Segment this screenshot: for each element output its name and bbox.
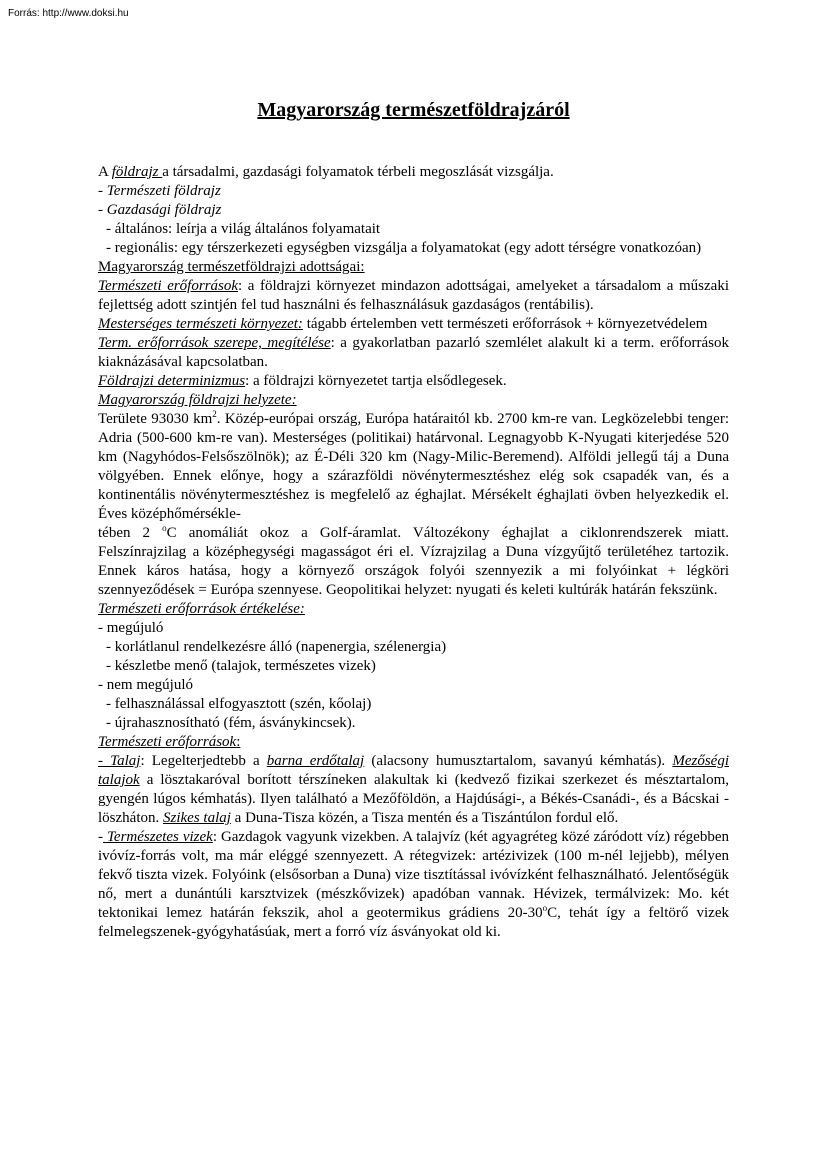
talaj-paragraph — [98, 752, 729, 828]
general-line: - általános: leírja a világ általános folyamatait — [106, 221, 381, 237]
helyzete-paragraph-1 — [98, 410, 729, 524]
helyzete-text-4: C anomáliát okoz a Golf-áramlat. Változékony éghajlat a ciklonrendszerek miatt. Felszínrajzilag a középhegységi magasságot éri el. Vízrajzilag a Duna vízgyűjtő területéhez tartozik. Ennek káros hatása, hogy a környező országok folyói szennyezik a mi folyóinkat + légköri szennyeződések = Európa szennyese. Geopolitikai helyzet: nyugati és keleti kultúrák határán fekszünk. — [98, 525, 729, 598]
def-mesterseges-term: Mesterséges természeti környezet: — [98, 316, 303, 332]
list-item: - készletbe menő (talajok, természetes vizek) — [106, 658, 376, 674]
vizek-paragraph — [98, 828, 729, 942]
branch-natural: - Természeti földrajz — [98, 183, 221, 199]
eroforrasok2-heading — [98, 733, 729, 752]
def-determinizmus — [98, 372, 729, 391]
list-item: - felhasználással elfogyasztott (szén, kőolaj) — [106, 696, 372, 712]
vizek-text-1: : Gazdagok vagyunk vizekben. A talajvíz (két agyagréteg közé záródott víz) régebben ivóvíz-forrás volt, ma már eléggé szennyezett. A rétegvizek: artézivizek (100 m-nél lejjebb), mélyen fekvő tiszta vizek. Folyóink (elsősorban a Duna) vize tisztítással ivóvízként felhasználható. Jelentőségük nő, mert a dunántúli karsztvizek (mészkővizek) apadóban vannak. Hévizek, termálvizek: Mo. két tektonikai lemez határán fekszik, ahol a geotermikus grádiens 20-30 — [98, 829, 729, 921]
def-mesterseges-text: tágabb értelemben vett természeti erőforrások + környezetvédelem — [302, 316, 708, 332]
page-title: Magyarország természetföldrajzáról — [257, 99, 570, 121]
superscript-2: 2 — [212, 409, 217, 419]
talaj-text-3: a lösztakaróval borított térszíneken alakultak ki (kedvező fizikai szerkezet és mésztartalom, gyengén lúgos kémhatás). Ilyen található a Mezőföldön, a Hajdúsági-, a Békés-Csanádi-, és a Bácskai - löszháton. — [98, 772, 729, 826]
superscript-degree: o — [162, 523, 167, 533]
talaj-term: - Talaj — [98, 753, 141, 769]
helyzete-heading: Magyarország földrajzi helyzete: — [98, 392, 297, 408]
ertekelese-heading: Természeti erőforrások értékelése: — [98, 601, 305, 617]
def-szerepe-text: : a gyakorlatban pazarló szemlélet alakult ki a term. erőforrások kiaknázásával kapcsolatban. — [98, 335, 730, 370]
superscript-degree: o — [542, 903, 548, 913]
termeszetes-vizek-term: Természetes vizek — [103, 829, 213, 845]
def-eroforrasok-text: : a földrajzi környezet mindazon adottságai, amelyeket a társadalom a műszaki fejlettség adott szintjén fel tud használni és felhasználásuk gazdaságos (rentábilis). — [98, 278, 729, 313]
mezosegi-talajok-term: Mezőségi talajok — [98, 753, 729, 788]
branch-economic: - Gazdasági földrajz — [98, 202, 222, 218]
regional-line: - regionális: egy térszerkezeti egységben vizsgálja a folyamatokat (egy adott térségre vonatkozóan) — [106, 240, 702, 256]
eroforrasok2-heading-colon: : — [236, 734, 241, 750]
eroforrasok2-heading-text: Természeti erőforrások — [98, 734, 237, 750]
def-determinizmus-term: Földrajzi determinizmus — [98, 373, 246, 389]
def-mesterseges — [98, 315, 729, 334]
barna-erdotalaj-term: barna erdőtalaj — [266, 753, 365, 769]
helyzete-text-2: . Közép-európai ország, Európa határaitól kb. 2700 km-re van. Legközelebbi tenger: Adria (500-600 km-re van). Mesterséges (politikai) határvonal. Legnagyobb K-Nyugati kiterjedése 520 km (Nagyhódos-Felsőszölnök); az É-Déli 320 km (Nagy-Milic-Beremend). Alföldi jellegű táj a Duna völgyében. Ennek előnye, hogy a szárazföldi növénytermesztéshez elég sok csapadék van, és a kontinentális növénytermesztéshez is megfelelő az éghajlat. Mérsékelt éghajlati övben helyezkedik el. Éves középhőmérsékle- — [98, 411, 729, 522]
vizek-text-2: C, tehát így a feltörő vizek felmelegszenek-gyógyhatásúak, mert a forró víz ásványokat old ki. — [98, 905, 729, 940]
term-foldrajz: földrajz — [111, 164, 163, 180]
list-item: - nem megújuló — [98, 677, 193, 693]
helyzete-text-1: Területe 93030 km — [98, 411, 213, 427]
talaj-text-2: (alacsony humusztartalom, savanyú kémhatás). — [364, 753, 673, 769]
intro-paragraph — [98, 163, 729, 182]
talaj-text-1: : Legelterjedtebb a — [140, 753, 267, 769]
source-note: Forrás: http://www.doksi.hu — [8, 8, 129, 19]
def-determinizmus-text: : a földrajzi környezetet tartja elsődlegesek. — [245, 373, 507, 389]
helyzete-text-3: tében 2 — [98, 525, 163, 541]
szikes-talaj-term: Szikes talaj — [163, 810, 231, 826]
adottsagok-heading: Magyarország természetföldrajzi adottságai: — [98, 259, 365, 275]
vizek-prefix: - — [98, 829, 103, 845]
list-item: - újrahasznosítható (fém, ásványkincsek). — [106, 715, 356, 731]
helyzete-paragraph-2 — [98, 524, 729, 600]
list-item: - megújuló — [98, 620, 164, 636]
document-body — [98, 163, 729, 942]
def-szerepe-term: Term. erőforrások szerepe, megítélése — [98, 335, 331, 351]
intro-prefix: A — [98, 164, 112, 180]
intro-text: a társadalmi, gazdasági folyamatok térbeli megoszlását vizsgálja. — [162, 164, 554, 180]
talaj-text-4: a Duna-Tisza közén, a Tisza mentén és a Tiszántúlon fordul elő. — [230, 810, 619, 826]
def-eroforrasok — [98, 277, 729, 315]
ertekelese-list — [98, 619, 729, 733]
def-szerepe — [98, 334, 729, 372]
list-item: - korlátlanul rendelkezésre álló (napenergia, szélenergia) — [106, 639, 447, 655]
def-eroforrasok-term: Természeti erőforrások — [98, 278, 239, 294]
